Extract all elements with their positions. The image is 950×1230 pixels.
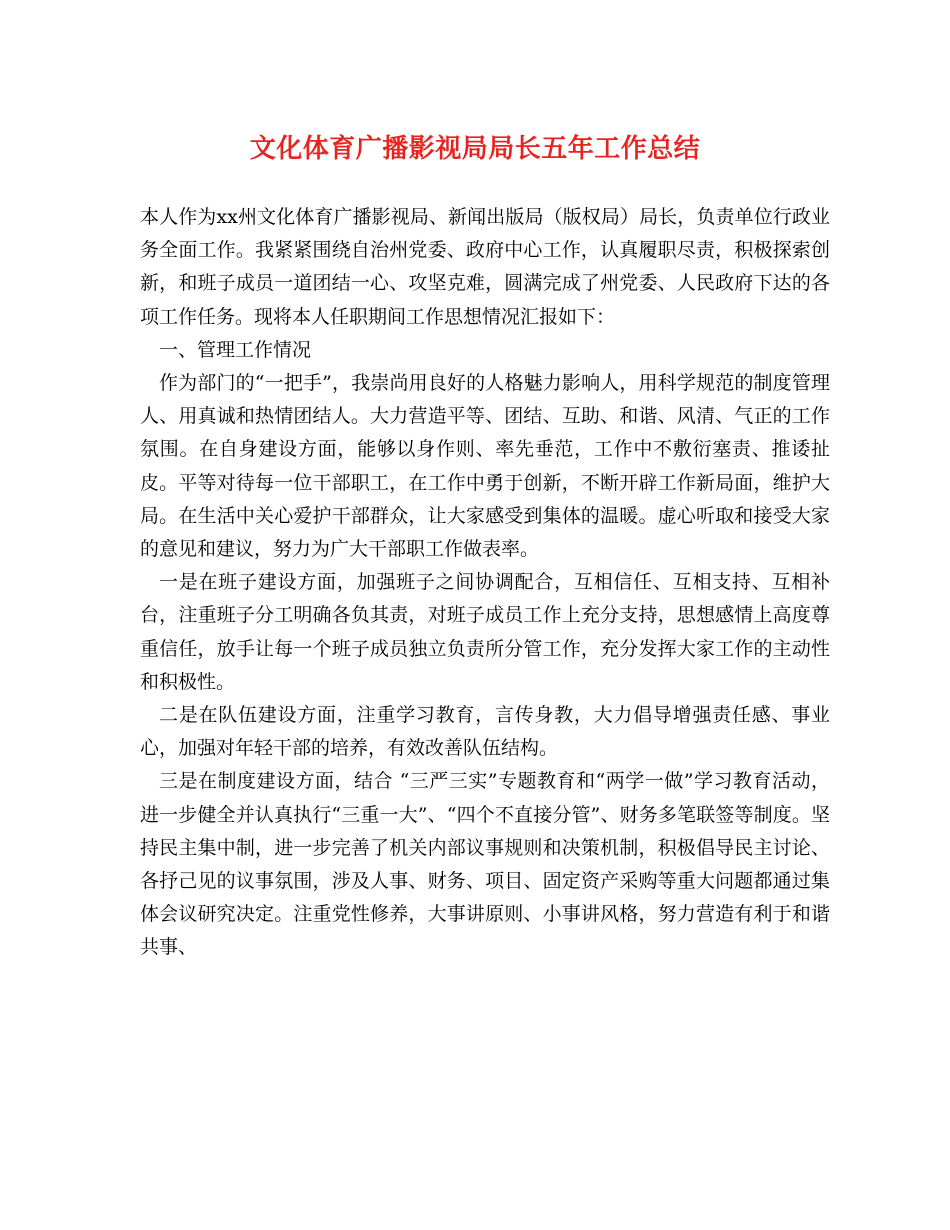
management-paragraph: 作为部门的“一把手”，我崇尚用良好的人格魅力影响人，用科学规范的制度管理人、用真诚和热情团结人。大力营造平等、团结、互助、和谐、风清、气正的工作氛围。在自身建设方面，能够以身作则、率先垂范，工作中不敷衍塞责、推诿扯皮。平等对待每一位干部职工，在工作中勇于创新，不断开辟工作新局面，维护大局。在生活中关心爱护干部群众，让大家感受到集体的温暖。虚心听取和接受大家的意见和建议，努力为广大干部职工作做表率。 (140, 372, 830, 561)
document-body (140, 201, 830, 965)
intro-paragraph: 本人作为xx州文化体育广播影视局、新闻出版局（版权局）局长，负责单位行政业务全面工作。我紧紧围绕自治州党委、政府中心工作，认真履职尽责，积极探索创新，和班子成员一道团结一心、攻坚克难，圆满完成了州党委、人民政府下达的各项工作任务。现将本人任职期间工作思想情况汇报如下： (140, 206, 830, 328)
section-heading: 一、管理工作情况 (159, 338, 312, 361)
document-title: 文化体育广播影视局局长五年工作总结 (249, 134, 701, 164)
team-building-paragraph: 一是在班子建设方面，加强班子之间协调配合，互相信任、互相支持、互相补台，注重班子分工明确各负其责，对班子成员工作上充分支持，思想感情上高度尊重信任，放手让每一个班子成员独立负责所分管工作，充分发挥大家工作的主动性和积极性。 (140, 571, 830, 693)
system-building-paragraph: 三是在制度建设方面，结合 “三严三实”专题教育和“两学一做”学习教育活动，进一步健全并认真执行“三重一大”、“四个不直接分管”、财务多笔联签等制度。坚持民主集中制，进一步完善了机关内部议事规则和决策机制，积极倡导民主讨论、各抒己见的议事氛围，涉及人事、财务、项目、固定资产采购等重大问题都通过集体会议研究决定。注重党性修养，大事讲原则、小事讲风格，努力营造有利于和谐共事、 (140, 770, 830, 959)
staff-building-paragraph: 二是在队伍建设方面，注重学习教育，言传身教，大力倡导增强责任感、事业心，加强对年轻干部的培养，有效改善队伍结构。 (140, 704, 830, 760)
